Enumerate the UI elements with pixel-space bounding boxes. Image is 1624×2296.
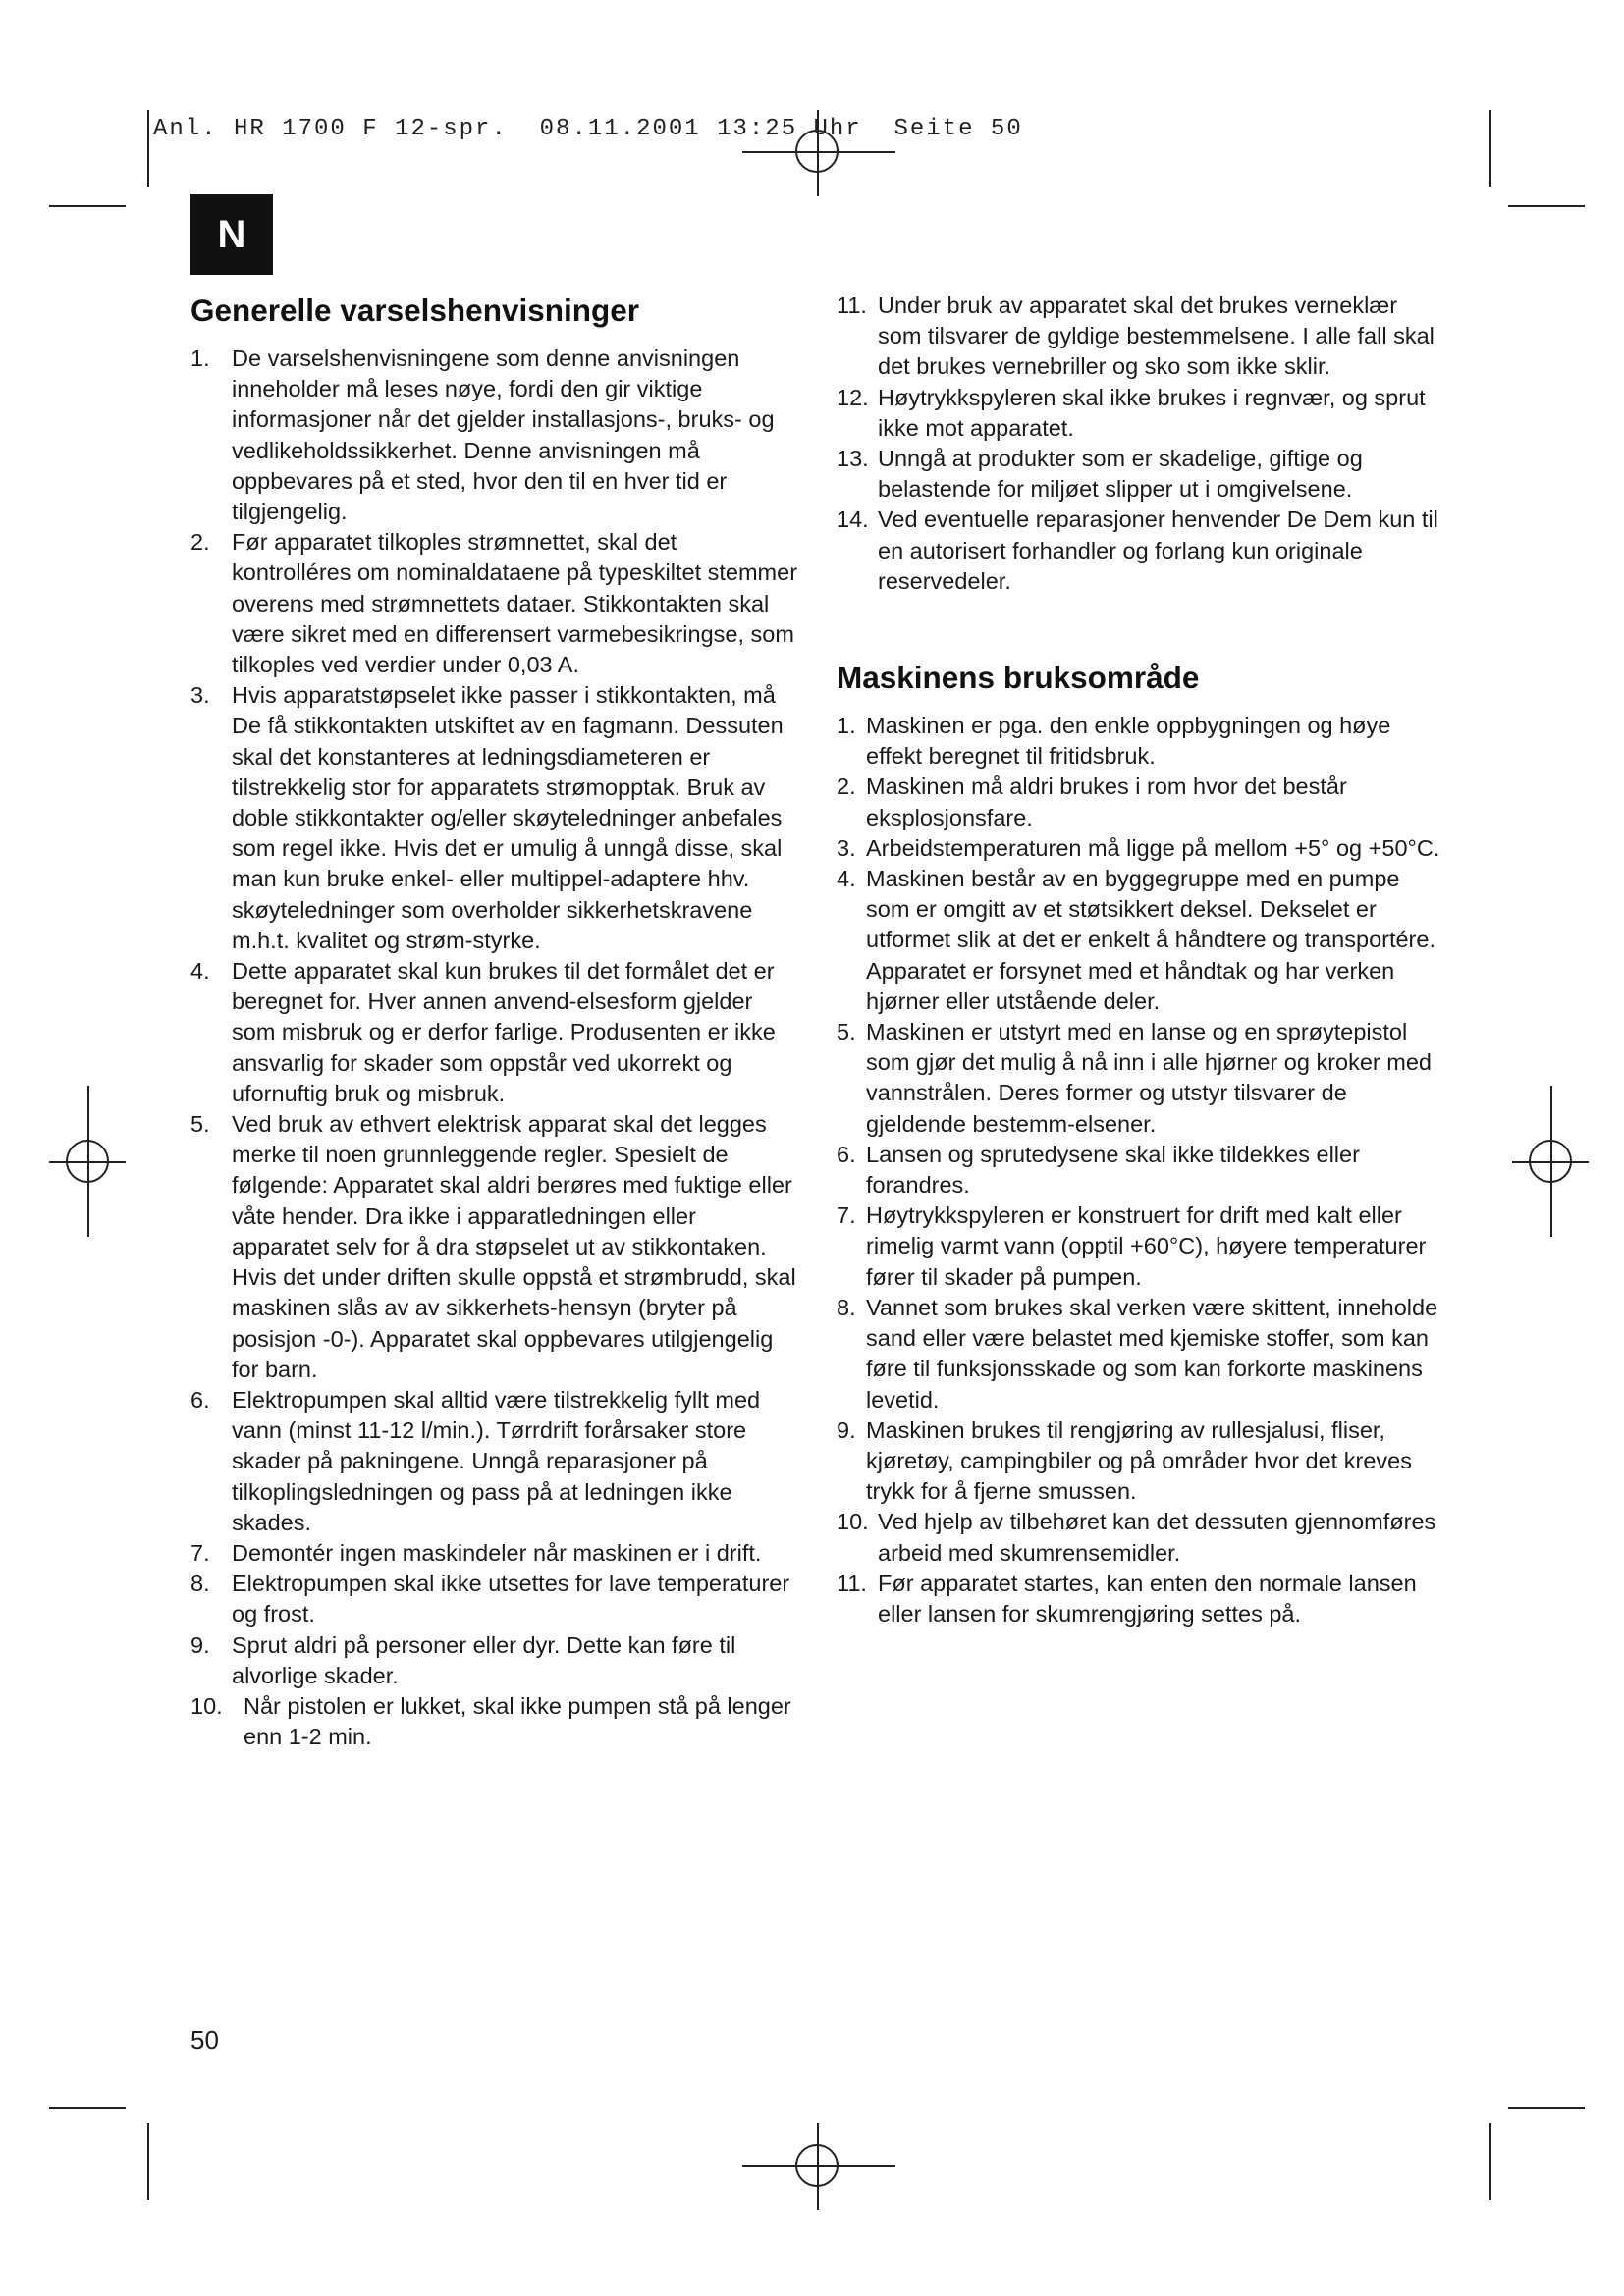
list-item: 9. Sprut aldri på personer eller dyr. Dette kan føre til alvorlige skader. xyxy=(190,1631,736,1688)
print-slug: Anl. HR 1700 F 12-spr. 08.11.2001 13:25 Uhr Seite 50 xyxy=(153,116,1023,142)
list-item: 4. Maskinen består av en byggegruppe med en pumpe som er omgitt av et støtsikkert deksel. Dekselet er utformet slik at det er enkelt å håndtere og transportére. Apparatet er forsynet med et håndtak og har verken hjørner eller utstående deler. xyxy=(837,866,1435,1014)
list-item: 5. Ved bruk av ethvert elektrisk apparat skal det legges merke til noen grunnleggende regler. Spesielt de følgende: Apparatet skal aldri berøres med fuktige eller våte hender. Dra ikke i apparatledningen eller apparatet selv for å dra støpselet ut av stikkontaken. Hvis det under driften skulle oppstå et strømbrudd, skal maskinen slås av av sikkerhets-hensyn (bryter på posisjon -0-). Apparatet skal oppbevares utilgjengelig for barn. xyxy=(190,1111,796,1382)
crop-mark xyxy=(1508,205,1585,207)
list-item: 6. Lansen og sprutedysene skal ikke tildekkes eller forandres. xyxy=(837,1141,1360,1199)
crop-mark xyxy=(147,110,149,187)
list-item: 13. Unngå at produkter som er skadelige, giftige og belastende for miljøet slipper ut i omgivelsene. xyxy=(837,446,1363,503)
crop-mark xyxy=(147,2123,149,2200)
list-item: 9. Maskinen brukes til rengjøring av rullesjalusi, fliser, kjøretøy, campingbiler og på områder hvor det kreves trykk for å fjerne smussen. xyxy=(837,1416,1412,1505)
left-column xyxy=(190,291,799,1752)
list-item: 1. De varselshenvisningene som denne anvisningen inneholder må leses nøye, fordi den gir viktige informasjoner når det gjelder installasjons-, bruks- og vedlikeholdssikkerhet. Denne anvisningen må oppbevares på et sted, hvor den til en hver tid er tilgjengelig. xyxy=(190,346,775,525)
crop-mark xyxy=(49,205,126,207)
list-item: 7. Demontér ingen maskindeler når maskinen er i drift. xyxy=(190,1539,762,1566)
list-item: 11. Under bruk av apparatet skal det brukes verneklær som tilsvarer de gyldige bestemmelsene. I alle fall skal det brukes vernebriller og sko som ikke sklir. xyxy=(837,293,1435,380)
section-heading-warnings: Generelle varselshenvisninger xyxy=(190,293,639,328)
list-item: 2. Maskinen må aldri brukes i rom hvor det består eksplosjonsfare. xyxy=(837,774,1347,830)
list-item: 10. Ved hjelp av tilbehøret kan det dessuten gjennomføres arbeid med skumrensemidler. xyxy=(837,1509,1436,1566)
list-item: 5. Maskinen er utstyrt med en lanse og en sprøytepistol som gjør det mulig å nå inn i alle hjørner og kroker med vannstrålen. Deres former og utstyr tilsvarer de gjeldende bestemm-elsener. xyxy=(837,1019,1432,1137)
crop-mark xyxy=(1489,2123,1491,2200)
list-item: 14. Ved eventuelle reparasjoner henvender De Dem kun til en autorisert forhandler og forlang kun originale reservedeler. xyxy=(837,507,1438,594)
registration-line xyxy=(1512,1161,1589,1163)
list-item: 11. Før apparatet startes, kan enten den normale lansen eller lansen for skumrengjøring settes på. xyxy=(837,1570,1417,1627)
right-column xyxy=(837,291,1445,1629)
list-item: 4. Dette apparatet skal kun brukes til det formålet det er beregnet for. Hver annen anvend-elsesform gjelder som misbruk og er derfor farlige. Produsenten er ikke ansvarlig for skader som oppstår ved ukorrekt og ufornuftig bruk og misbruk. xyxy=(190,958,776,1106)
list-item: 12. Høytrykkspyleren skal ikke brukes i regnvær, og sprut ikke mot apparatet. xyxy=(837,384,1426,441)
page-number: 50 xyxy=(190,2025,219,2055)
usage-list xyxy=(837,711,1445,1629)
list-item: 1. Maskinen er pga. den enkle oppbygningen og høye effekt beregnet til fritidsbruk. xyxy=(837,713,1391,770)
list-item: 10. Når pistolen er lukket, skal ikke pumpen stå på lenger enn 1-2 min. xyxy=(190,1692,791,1750)
list-item: 8. Elektropumpen skal ikke utsettes for lave temperaturer og frost. xyxy=(190,1571,790,1628)
registration-line xyxy=(742,151,895,153)
list-item: 3. Arbeidstemperaturen må ligge på mellom +5° og +50°C. xyxy=(837,834,1440,861)
registration-line xyxy=(49,1161,126,1163)
crop-mark xyxy=(1508,2107,1585,2109)
list-item: 7. Høytrykkspyleren er konstruert for drift med kalt eller rimelig varmt vann (opptil +60°C), høyere temperaturer fører til skader på pumpen. xyxy=(837,1202,1427,1290)
list-item: 2. Før apparatet tilkoples strømnettet, skal det kontrolléres om nominaldataene på typeskiltet stemmer overens med strømnettets dataer. Stikkontakten skal være sikret med en differensert varmebesikringse, som tilkoples ved verdier under 0,03 A. xyxy=(190,529,798,678)
section-heading-usage: Maskinens bruksområde xyxy=(837,660,1200,696)
registration-line xyxy=(742,2165,895,2167)
list-item: 8. Vannet som brukes skal verken være skittent, inneholde sand eller være belastet med kjemiske stoffer, som kan føre til funksjonsskade og som kan forkorte maskinens levetid. xyxy=(837,1294,1438,1413)
list-item: 6. Elektropumpen skal alltid være tilstrekkelig fyllt med vann (minst 11-12 l/min.). Tørrdrift forårsaker store skader på pakningene. Unngå reparasjoner på tilkoplingsledningen og pass på at ledningen ikke skades. xyxy=(190,1386,761,1535)
warnings-list xyxy=(190,344,799,1752)
crop-mark xyxy=(1489,110,1491,187)
warnings-list-continued xyxy=(837,291,1445,597)
crop-mark xyxy=(49,2107,126,2109)
list-item: 3. Hvis apparatstøpselet ikke passer i stikkontakten, må De få stikkontakten utskiftet av en fagmann. Dessuten skal det konstanteres at ledningsdiameteren er tilstrekkelig stor for apparatets strømopptak. Bruk av doble stikkontakter og/eller skøyteledninger anbefales som regel ikke. Hvis det er umulig å unngå disse, skal man kun bruke enkel- eller multippel-adaptere hhv. skøyteledninger som overholder sikkerhetskravene m.h.t. kvalitet og strøm-styrke. xyxy=(190,682,784,953)
language-badge: N xyxy=(190,194,273,275)
